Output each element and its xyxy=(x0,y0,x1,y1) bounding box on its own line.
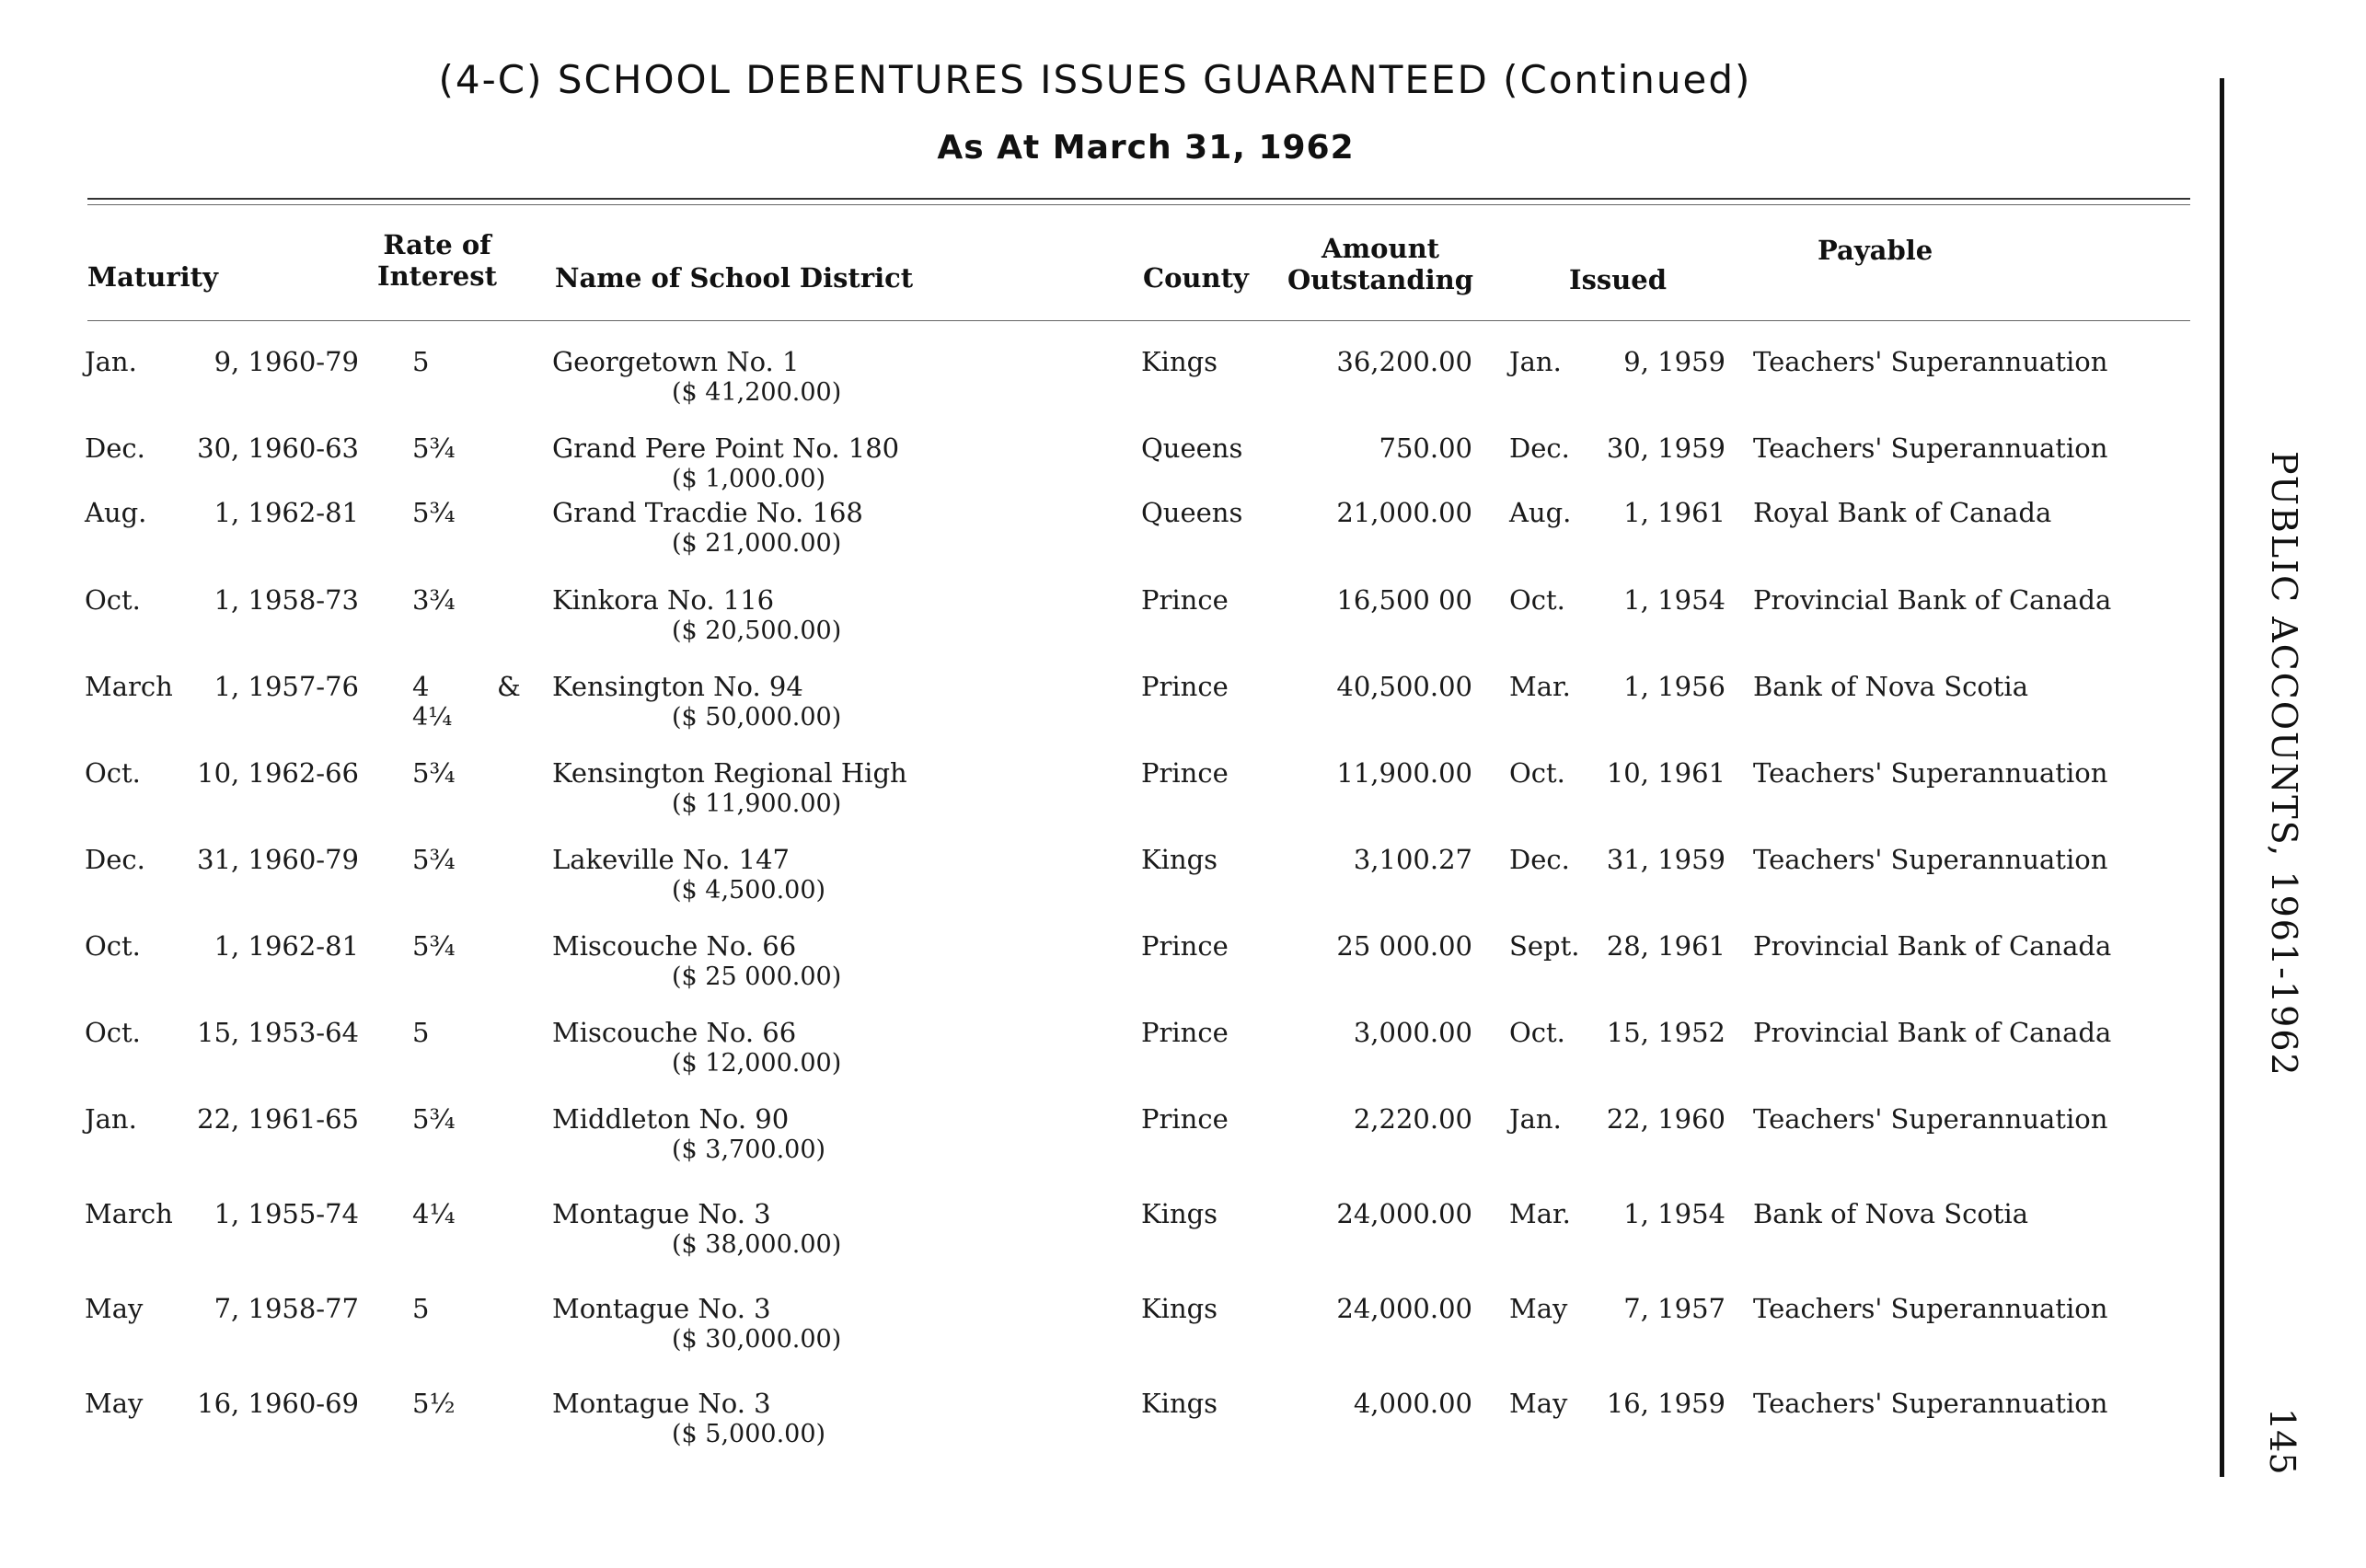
amount-outstanding: 25 000.00 xyxy=(1336,930,1472,962)
maturity-dates: 1, 1958-73 xyxy=(214,584,359,616)
county: Prince xyxy=(1141,930,1229,962)
interest-rate: 5 xyxy=(412,1017,430,1048)
county: Kings xyxy=(1141,1198,1218,1229)
amount-outstanding: 16,500 00 xyxy=(1336,584,1472,616)
header-rate-line1: Rate of xyxy=(383,229,491,260)
interest-rate: 4¼ xyxy=(412,1198,456,1229)
amount-outstanding: 36,200.00 xyxy=(1336,346,1472,377)
issued-date: 1, 1954 xyxy=(1623,584,1725,616)
school-district-name: Grand Tracdie No. 168 xyxy=(552,497,863,528)
maturity-dates: 1, 1962-81 xyxy=(214,930,359,962)
payable-to: Bank of Nova Scotia xyxy=(1753,1198,2028,1229)
original-issue-amount: ($ 20,500.00) xyxy=(672,617,842,645)
school-district-name: Lakeville No. 147 xyxy=(552,844,790,875)
county: Queens xyxy=(1141,432,1243,464)
original-issue-amount: ($ 25 000.00) xyxy=(672,963,842,991)
page-title: (4-C) SCHOOL DEBENTURES ISSUES GUARANTEED (Continued) xyxy=(438,57,1752,102)
issued-date: 31, 1959 xyxy=(1606,844,1725,875)
original-issue-amount: ($ 41,200.00) xyxy=(672,378,842,407)
maturity-month: Oct. xyxy=(85,584,141,616)
running-header: PUBLIC ACCOUNTS, 1961-1962 xyxy=(2264,451,2304,1078)
header-amount-line1: Amount xyxy=(1321,233,1440,264)
header-issued: Issued xyxy=(1569,264,1668,295)
maturity-dates: 9, 1960-79 xyxy=(214,346,359,377)
county: Kings xyxy=(1141,844,1218,875)
issued-date: 30, 1959 xyxy=(1606,432,1725,464)
school-district-name: Middleton No. 90 xyxy=(552,1103,790,1135)
issued-month: May xyxy=(1509,1388,1568,1419)
issued-month: Aug. xyxy=(1509,497,1572,528)
amount-outstanding: 24,000.00 xyxy=(1336,1293,1472,1324)
maturity-month: Oct. xyxy=(85,1017,141,1048)
issued-date: 10, 1961 xyxy=(1606,757,1725,789)
county: Kings xyxy=(1141,1388,1218,1419)
payable-to: Provincial Bank of Canada xyxy=(1753,1017,2112,1048)
school-district-name: Kinkora No. 116 xyxy=(552,584,775,616)
issued-month: Dec. xyxy=(1509,432,1570,464)
header-rate-line2: Interest xyxy=(377,260,497,292)
table-row xyxy=(0,346,2227,431)
payable-to: Teachers' Superannuation xyxy=(1753,844,2108,875)
issued-date: 1, 1956 xyxy=(1623,671,1725,702)
issued-date: 7, 1957 xyxy=(1623,1293,1725,1324)
interest-rate: 5¾ xyxy=(412,1103,456,1135)
table-row xyxy=(0,1017,2227,1101)
maturity-month: March xyxy=(85,671,173,702)
county: Prince xyxy=(1141,1103,1229,1135)
issued-date: 16, 1959 xyxy=(1606,1388,1725,1419)
issued-month: Mar. xyxy=(1509,671,1571,702)
issued-month: Oct. xyxy=(1509,1017,1565,1048)
maturity-dates: 31, 1960-79 xyxy=(197,844,359,875)
county: Kings xyxy=(1141,1293,1218,1324)
issued-date: 28, 1961 xyxy=(1606,930,1725,962)
rate-ampersand: & xyxy=(497,671,521,702)
school-district-name: Montague No. 3 xyxy=(552,1388,771,1419)
header-payable: Payable xyxy=(1818,235,1933,266)
original-issue-amount: ($ 21,000.00) xyxy=(672,529,842,558)
header-top-rule xyxy=(87,198,2190,200)
maturity-dates: 30, 1960-63 xyxy=(197,432,359,464)
issued-month: Jan. xyxy=(1509,1103,1562,1135)
issued-date: 9, 1959 xyxy=(1623,346,1725,377)
payable-to: Provincial Bank of Canada xyxy=(1753,584,2112,616)
interest-rate: 5¾ xyxy=(412,844,456,875)
maturity-month: Dec. xyxy=(85,432,145,464)
payable-to: Provincial Bank of Canada xyxy=(1753,930,2112,962)
table-row xyxy=(0,584,2227,669)
maturity-dates: 22, 1961-65 xyxy=(197,1103,359,1135)
table-row xyxy=(0,844,2227,928)
page-subtitle: As At March 31, 1962 xyxy=(937,129,1355,167)
county: Prince xyxy=(1141,671,1229,702)
amount-outstanding: 21,000.00 xyxy=(1336,497,1472,528)
amount-outstanding: 3,100.27 xyxy=(1353,844,1472,875)
payable-to: Teachers' Superannuation xyxy=(1753,432,2108,464)
table-row xyxy=(0,1198,2227,1283)
issued-month: Jan. xyxy=(1509,346,1562,377)
header-county: County xyxy=(1143,262,1249,294)
school-district-name: Kensington No. 94 xyxy=(552,671,803,702)
maturity-dates: 7, 1958-77 xyxy=(214,1293,359,1324)
issued-date: 22, 1960 xyxy=(1606,1103,1725,1135)
school-district-name: Kensington Regional High xyxy=(552,757,907,789)
maturity-month: Oct. xyxy=(85,757,141,789)
original-issue-amount: ($ 30,000.00) xyxy=(672,1325,842,1354)
interest-rate: 5¾ xyxy=(412,757,456,789)
interest-rate: 3¾ xyxy=(412,584,456,616)
original-issue-amount: ($ 3,700.00) xyxy=(672,1136,826,1164)
original-issue-amount: ($ 1,000.00) xyxy=(672,465,826,493)
payable-to: Bank of Nova Scotia xyxy=(1753,671,2028,702)
issued-month: Oct. xyxy=(1509,757,1565,789)
issued-date: 1, 1954 xyxy=(1623,1198,1725,1229)
maturity-dates: 1, 1955-74 xyxy=(214,1198,359,1229)
county: Prince xyxy=(1141,584,1229,616)
header-amount-line2: Outstanding xyxy=(1287,264,1473,295)
table-row xyxy=(0,930,2227,1015)
maturity-month: May xyxy=(85,1293,144,1324)
issued-month: May xyxy=(1509,1293,1568,1324)
payable-to: Teachers' Superannuation xyxy=(1753,1103,2108,1135)
amount-outstanding: 11,900.00 xyxy=(1336,757,1472,789)
interest-rate: 5½ xyxy=(412,1388,456,1419)
maturity-dates: 1, 1957-76 xyxy=(214,671,359,702)
original-issue-amount: ($ 5,000.00) xyxy=(672,1420,826,1448)
maturity-month: March xyxy=(85,1198,173,1229)
interest-rate: 5 xyxy=(412,346,430,377)
issued-month: Oct. xyxy=(1509,584,1565,616)
payable-to: Teachers' Superannuation xyxy=(1753,757,2108,789)
maturity-month: May xyxy=(85,1388,144,1419)
maturity-month: Dec. xyxy=(85,844,145,875)
county: Prince xyxy=(1141,1017,1229,1048)
school-district-name: Georgetown No. 1 xyxy=(552,346,800,377)
maturity-month: Aug. xyxy=(85,497,147,528)
original-issue-amount: ($ 11,900.00) xyxy=(672,790,842,818)
margin-rule xyxy=(2220,78,2224,1477)
interest-rate: 4 xyxy=(412,671,430,702)
table-row xyxy=(0,1388,2227,1472)
issued-month: Sept. xyxy=(1509,930,1580,962)
amount-outstanding: 2,220.00 xyxy=(1353,1103,1472,1135)
county: Kings xyxy=(1141,346,1218,377)
maturity-dates: 1, 1962-81 xyxy=(214,497,359,528)
amount-outstanding: 40,500.00 xyxy=(1336,671,1472,702)
amount-outstanding: 3,000.00 xyxy=(1353,1017,1472,1048)
school-district-name: Grand Pere Point No. 180 xyxy=(552,432,900,464)
interest-rate: 5¾ xyxy=(412,497,456,528)
interest-rate: 5¾ xyxy=(412,930,456,962)
payable-to: Teachers' Superannuation xyxy=(1753,1388,2108,1419)
issued-date: 15, 1952 xyxy=(1606,1017,1725,1048)
school-district-name: Miscouche No. 66 xyxy=(552,930,797,962)
maturity-month: Oct. xyxy=(85,930,141,962)
original-issue-amount: ($ 50,000.00) xyxy=(672,703,842,732)
county: Prince xyxy=(1141,757,1229,789)
county: Queens xyxy=(1141,497,1243,528)
table-row xyxy=(0,1103,2227,1188)
original-issue-amount: ($ 4,500.00) xyxy=(672,876,826,905)
table-row xyxy=(0,497,2227,582)
header-name: Name of School District xyxy=(555,262,914,294)
interest-rate: 5¾ xyxy=(412,432,456,464)
payable-to: Teachers' Superannuation xyxy=(1753,1293,2108,1324)
page-number: 145 xyxy=(2262,1408,2303,1475)
issued-date: 1, 1961 xyxy=(1623,497,1725,528)
table-row xyxy=(0,1293,2227,1378)
school-district-name: Montague No. 3 xyxy=(552,1198,771,1229)
maturity-month: Jan. xyxy=(85,346,137,377)
amount-outstanding: 750.00 xyxy=(1379,432,1472,464)
original-issue-amount: ($ 38,000.00) xyxy=(672,1230,842,1259)
amount-outstanding: 4,000.00 xyxy=(1353,1388,1472,1419)
school-district-name: Miscouche No. 66 xyxy=(552,1017,797,1048)
table-row xyxy=(0,671,2227,755)
header-bottom-rule xyxy=(87,320,2190,321)
school-district-name: Montague No. 3 xyxy=(552,1293,771,1324)
maturity-dates: 16, 1960-69 xyxy=(197,1388,359,1419)
maturity-month: Jan. xyxy=(85,1103,137,1135)
maturity-dates: 15, 1953-64 xyxy=(197,1017,359,1048)
table-row xyxy=(0,757,2227,842)
issued-month: Mar. xyxy=(1509,1198,1571,1229)
interest-rate: 5 xyxy=(412,1293,430,1324)
maturity-dates: 10, 1962-66 xyxy=(197,757,359,789)
header-maturity: Maturity xyxy=(87,261,218,293)
amount-outstanding: 24,000.00 xyxy=(1336,1198,1472,1229)
interest-rate-secondary: 4¼ xyxy=(412,703,453,732)
original-issue-amount: ($ 12,000.00) xyxy=(672,1049,842,1078)
header-top-rule-inner xyxy=(87,204,2190,205)
payable-to: Teachers' Superannuation xyxy=(1753,346,2108,377)
payable-to: Royal Bank of Canada xyxy=(1753,497,2052,528)
issued-month: Dec. xyxy=(1509,844,1570,875)
